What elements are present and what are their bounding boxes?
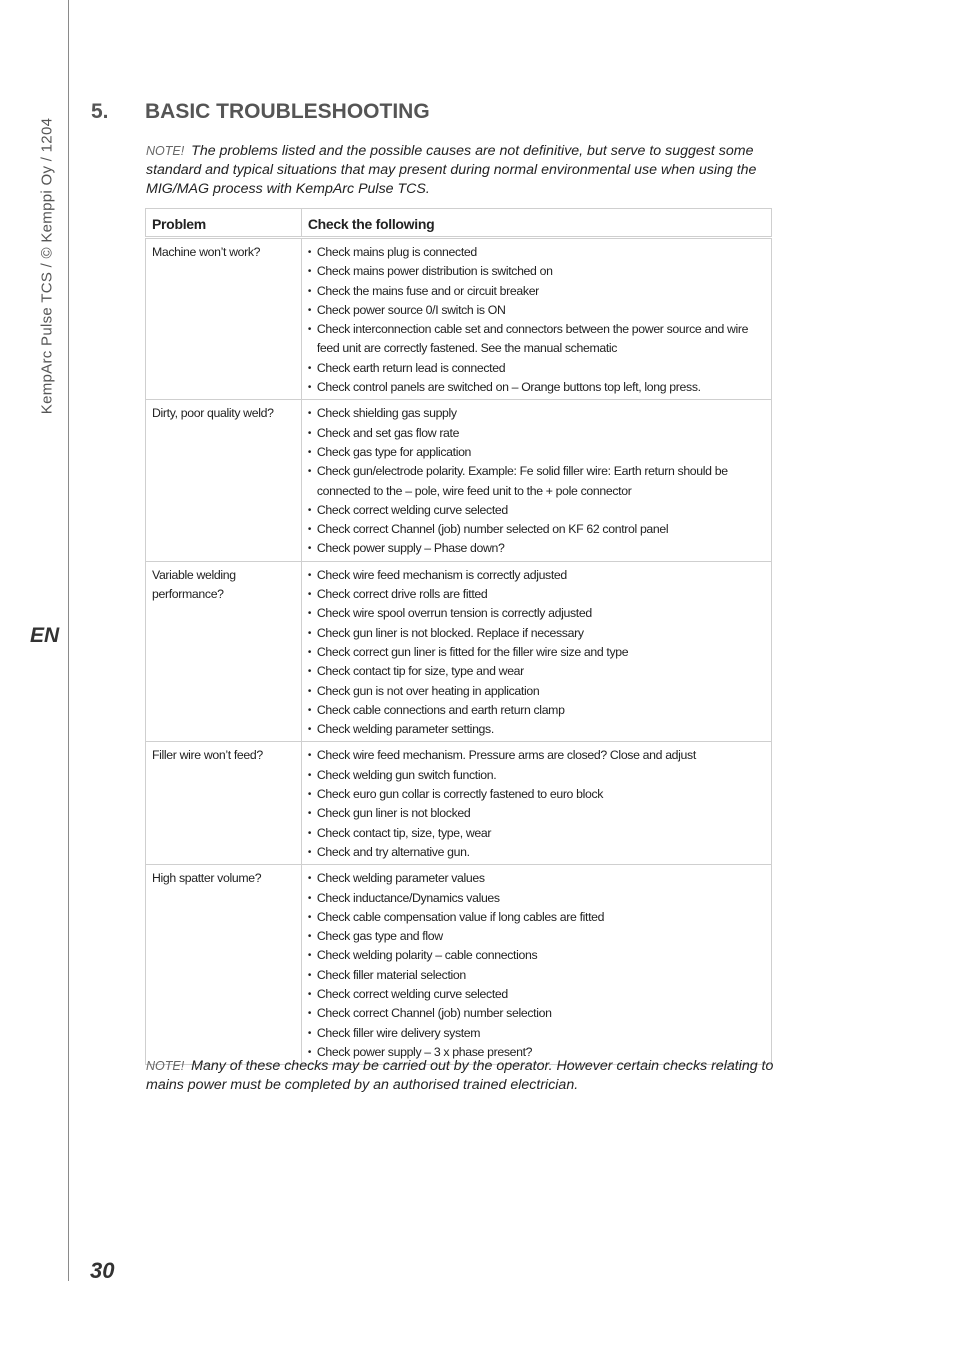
problem-cell: High spatter volume? <box>146 865 302 1065</box>
troubleshooting-table <box>145 208 772 1065</box>
problem-cell: Variable welding performance? <box>146 561 302 742</box>
checks-list <box>308 746 765 862</box>
check-item: • Check power source 0/I switch is ON <box>308 301 765 320</box>
check-item: • Check gun liner is not blocked <box>308 804 765 823</box>
check-item: • Check correct welding curve selected <box>308 985 765 1004</box>
header-checks: Check the following <box>301 209 771 238</box>
checks-cell <box>301 561 771 742</box>
check-item: • Check inductance/Dynamics values <box>308 889 765 908</box>
section-title: BASIC TROUBLESHOOTING <box>145 100 430 123</box>
check-item: • Check and try alternative gun. <box>308 843 765 862</box>
check-item: • Check the mains fuse and or circuit breaker <box>308 282 765 301</box>
check-item: • Check cable connections and earth return clamp <box>308 701 765 720</box>
checks-list <box>308 566 765 740</box>
section-heading <box>91 100 430 124</box>
check-item: • Check and set gas flow rate <box>308 424 765 443</box>
problem-cell: Machine won’t work? <box>146 238 302 400</box>
checks-cell <box>301 865 771 1065</box>
section-number: 5. <box>91 100 109 123</box>
check-item: • Check correct welding curve selected <box>308 501 765 520</box>
check-item: • Check mains plug is connected <box>308 243 765 262</box>
check-item: • Check power supply – 3 x phase present? <box>308 1043 765 1062</box>
check-item: • Check correct Channel (job) number selected on KF 62 control panel <box>308 520 765 539</box>
checks-cell <box>301 742 771 865</box>
note-tag: NOTE! <box>146 144 185 158</box>
check-item: • Check correct drive rolls are fitted <box>308 585 765 604</box>
page-number: 30 <box>90 1258 115 1283</box>
check-item: • Check euro gun collar is correctly fastened to euro block <box>308 785 765 804</box>
check-item: • Check power supply – Phase down? <box>308 539 765 558</box>
check-item: • Check wire feed mechanism is correctly adjusted <box>308 566 765 585</box>
header-problem: Problem <box>146 209 302 238</box>
check-item: • Check filler wire delivery system <box>308 1024 765 1043</box>
checks-cell <box>301 238 771 400</box>
problem-cell: Dirty, poor quality weld? <box>146 400 302 561</box>
check-item: • Check filler material selection <box>308 966 765 985</box>
check-item: • Check welding parameter values <box>308 869 765 888</box>
check-item: • Check mains power distribution is switched on <box>308 262 765 281</box>
check-item: • Check correct Channel (job) number selection <box>308 1004 765 1023</box>
margin-rule <box>68 0 69 1281</box>
check-item: • Check correct gun liner is fitted for the filler wire size and type <box>308 643 765 662</box>
check-item: • Check contact tip, size, type, wear <box>308 824 765 843</box>
check-item: • Check shielding gas supply <box>308 404 765 423</box>
table-row <box>146 561 772 742</box>
check-item: • Check wire feed mechanism. Pressure arms are closed? Close and adjust <box>308 746 765 765</box>
table-header-row <box>146 209 772 238</box>
table-body <box>146 238 772 1065</box>
note-intro <box>146 142 774 199</box>
checks-list <box>308 243 765 397</box>
check-item: • Check welding polarity – cable connections <box>308 946 765 965</box>
check-item: • Check control panels are switched on – Orange buttons top left, long press. <box>308 378 765 397</box>
check-item: • Check gas type for application <box>308 443 765 462</box>
check-item: • Check gun is not over heating in application <box>308 682 765 701</box>
table-row <box>146 238 772 400</box>
check-item: • Check gun liner is not blocked. Replace if necessary <box>308 624 765 643</box>
check-item: • Check contact tip for size, type and wear <box>308 662 765 681</box>
check-item: • Check gas type and flow <box>308 927 765 946</box>
table-row <box>146 865 772 1065</box>
language-marker: EN <box>30 624 60 647</box>
note-tag: NOTE! <box>146 1059 185 1073</box>
table-row <box>146 742 772 865</box>
note-text: The problems listed and the possible causes are not definitive, but serve to suggest some standard and typical situations that may present during normal environmental use when using the MIG/MAG process with KempArc Pulse TCS. <box>146 143 757 197</box>
check-item: • Check wire spool overrun tension is correctly adjusted <box>308 604 765 623</box>
checks-list <box>308 404 765 558</box>
checks-list <box>308 869 765 1062</box>
checks-cell <box>301 400 771 561</box>
table-row <box>146 400 772 561</box>
check-item: • Check earth return lead is connected <box>308 359 765 378</box>
check-item: • Check welding gun switch function. <box>308 766 765 785</box>
check-item: • Check interconnection cable set and connectors between the power source and wire feed unit are correctly fastened. See the manual schematic <box>308 320 765 359</box>
note-closing <box>146 1057 774 1095</box>
check-item: • Check cable compensation value if long cables are fitted <box>308 908 765 927</box>
check-item: • Check gun/electrode polarity. Example: Fe solid filler wire: Earth return should be connected to the – pole, wire feed unit to the + pole connector <box>308 462 765 501</box>
note-text: Many of these checks may be carried out by the operator. However certain checks relating to mains power must be completed by an authorised trained electrician. <box>146 1058 774 1093</box>
document-id-vertical: KempArc Pulse TCS / © Kemppi Oy / 1204 <box>38 117 56 415</box>
check-item: • Check welding parameter settings. <box>308 720 765 739</box>
problem-cell: Filler wire won’t feed? <box>146 742 302 865</box>
